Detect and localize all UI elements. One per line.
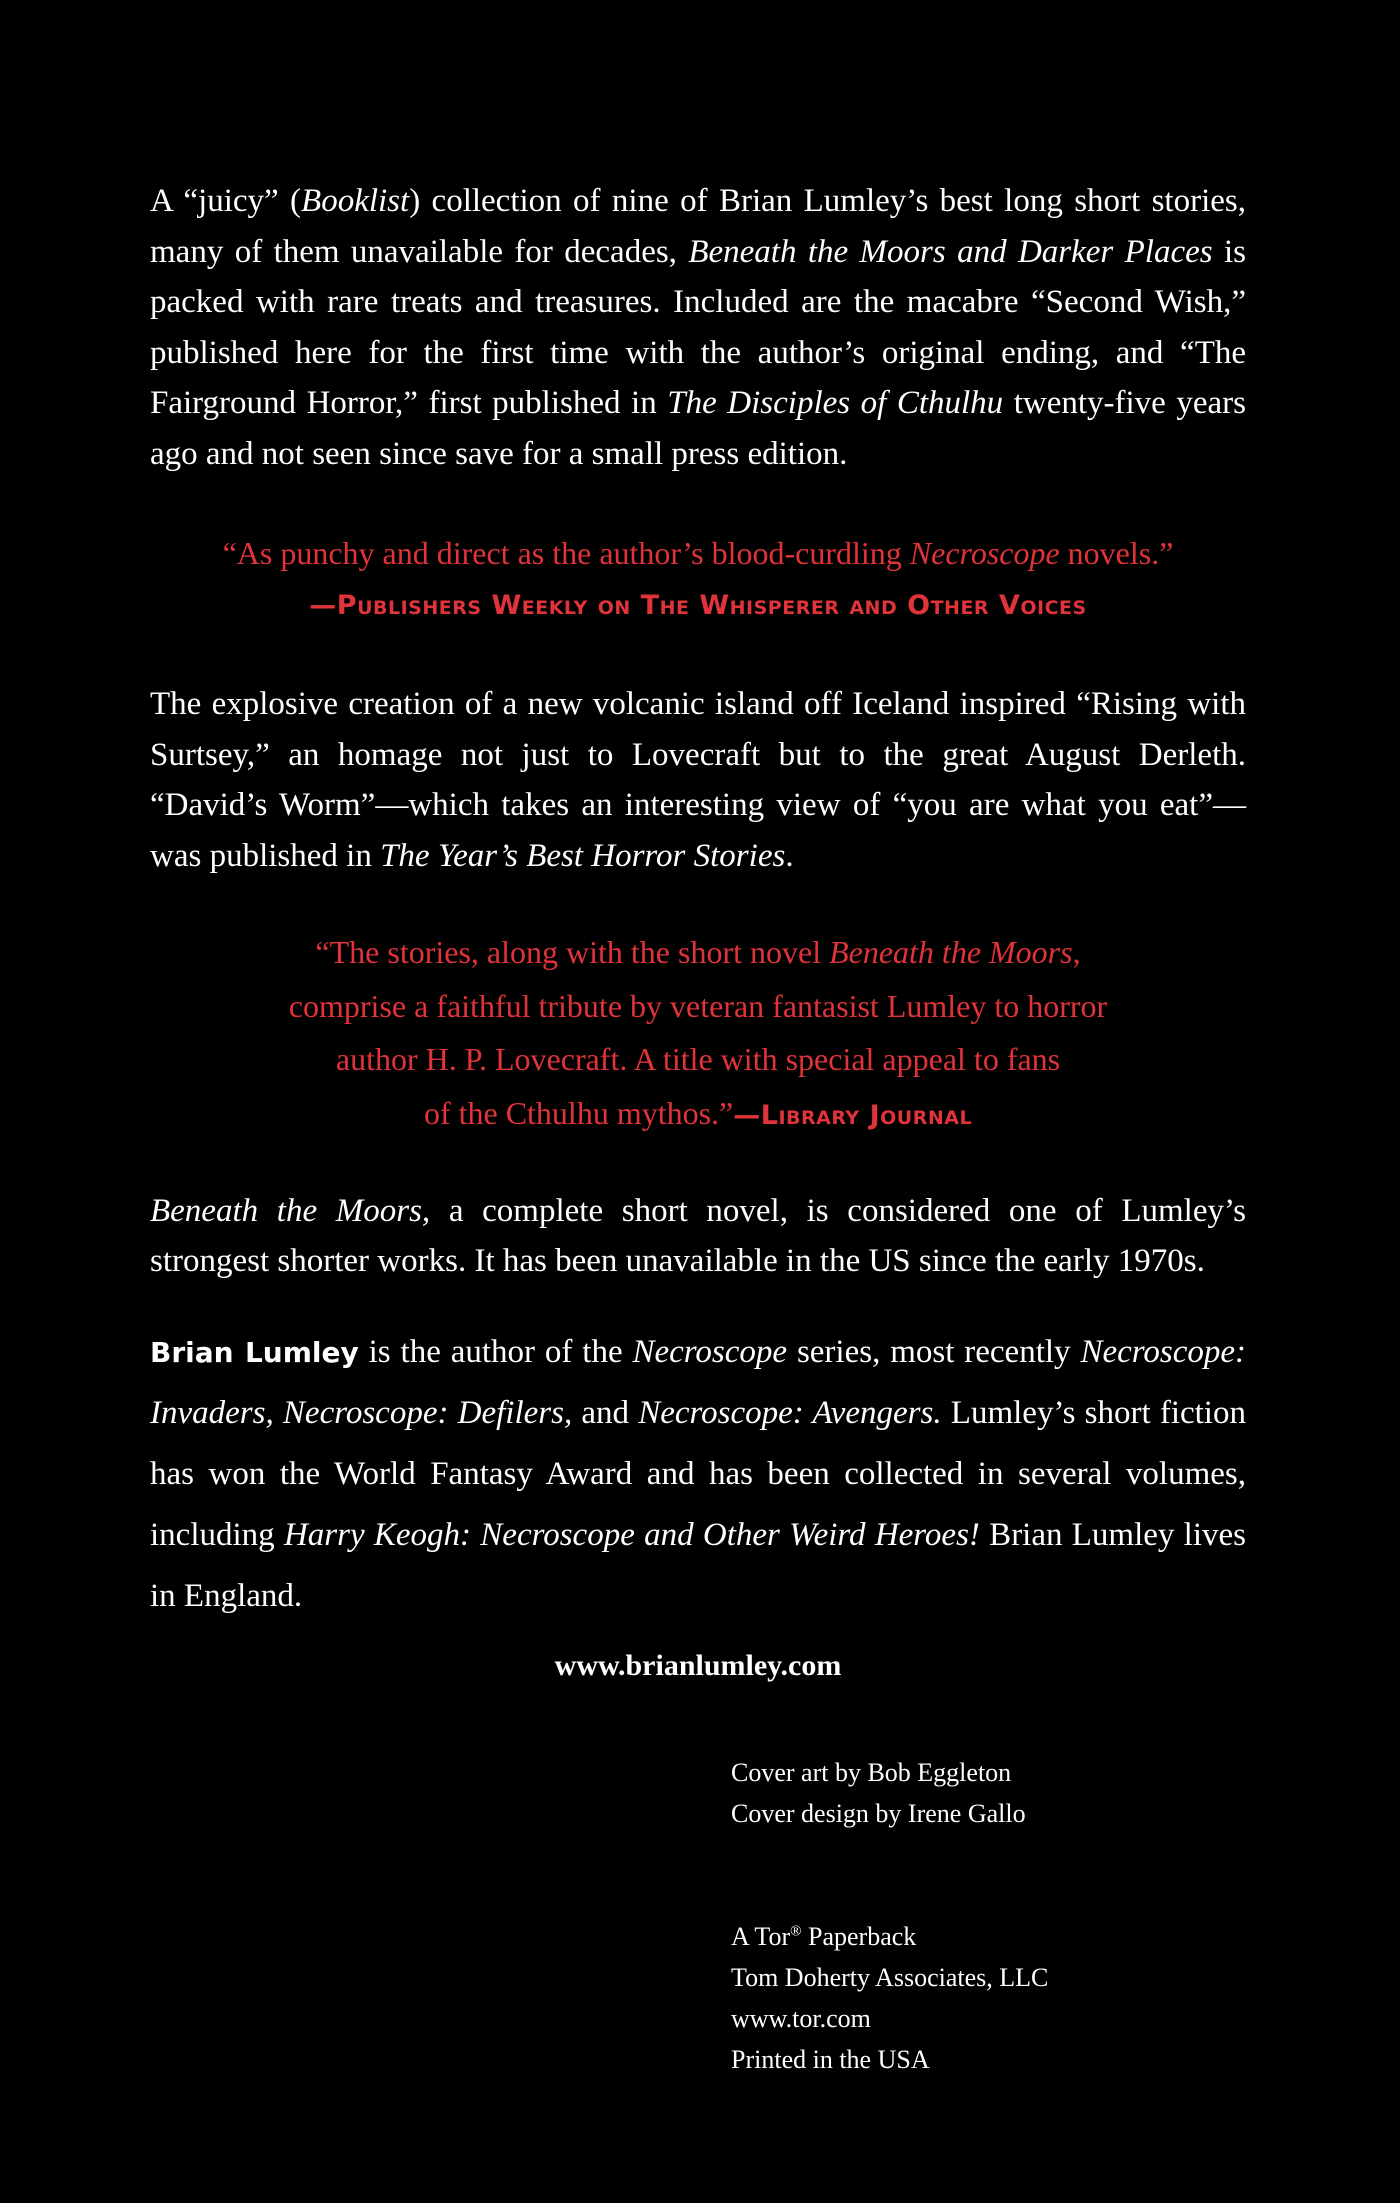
anthology-title: The Disciples of Cthulhu — [667, 385, 1004, 421]
book-title: Beneath the Moors and Darker Places — [688, 233, 1213, 270]
publisher-website: www.tor.com — [731, 2004, 871, 2033]
imprint-line: A Tor® Paperback — [731, 1922, 917, 1951]
description-paragraph-2: The explosive creation of a new volcanic island off Iceland inspired “Rising with Surtsey,” an homage not just to Lovecraft but to the great August Derleth. “David’s Worm”—which takes an interesting view of “you are what you eat”—was published in The Year’s Best Horror Stories. — [150, 686, 1246, 874]
cover-art-credit: Cover art by Bob Eggleton — [731, 1758, 1012, 1787]
cover-design-credit: Cover design by Irene Gallo — [731, 1799, 1026, 1828]
quote-attribution-2: —Library Journal — [733, 1099, 973, 1131]
booklist-title: Booklist — [301, 183, 410, 219]
beneath-the-moors-title: Beneath the Moors — [829, 934, 1073, 970]
author-bio: Brian Lumley is the author of the Necroscope series, most recently Necroscope: Invaders, Necroscope: Defilers, and Necroscope: Avengers. Lumley’s short fiction has won the World Fantasy Award and has been collected in several volumes, including Harry Keogh: Necroscope and Other Weird Heroes! Brian Lumley lives in England. — [150, 1334, 1247, 1614]
review-quote-2: “The stories, along with the short novel Beneath the Moors, comprise a faithful tribute by veteran fantasist Lumley to horror author H. P. Lovecraft. A title with special appeal to fans of the Cthulhu mythos.”—Library Journal — [288, 934, 1108, 1131]
description-paragraph-3: Beneath the Moors, a complete short novel, is considered one of Lumley’s strongest shorter works. It has been unavailable in the US since the early 1970s. — [150, 1193, 1247, 1279]
quote-attribution-1: —Publishers Weekly on The Whisperer and Other Voices — [309, 590, 1087, 621]
registered-mark: ® — [790, 1923, 802, 1940]
publisher-info — [731, 1916, 1048, 2080]
printed-location: Printed in the USA — [731, 2045, 930, 2074]
author-website: www.brianlumley.com — [554, 1649, 842, 1682]
cover-credits — [731, 1752, 1026, 1834]
publisher-name: Tom Doherty Associates, LLC — [731, 1963, 1049, 1992]
review-quote-1: “As punchy and direct as the author’s blood-curdling Necroscope novels.” —Publishers Weekly on The Whisperer and Other Voices — [222, 535, 1174, 621]
author-name: Brian Lumley — [150, 1336, 359, 1369]
novel-title: Beneath the Moors, — [150, 1193, 431, 1229]
anthology-title-2: The Year’s Best Horror Stories — [380, 837, 786, 874]
description-paragraph-1: A “juicy” (Booklist) collection of nine of Brian Lumley’s best long short stories, many of them unavailable for decades, Beneath the Moors and Darker Places is packed with rare treats and treasures. Included are the macabre “Second Wish,” published here for the first time with the author’s original ending, and “The Fairground Horror,” first published in The Disciples of Cthulhu twenty-five years ago and not seen since save for a small press edition. — [150, 183, 1246, 472]
necroscope-title: Necroscope — [909, 535, 1060, 571]
